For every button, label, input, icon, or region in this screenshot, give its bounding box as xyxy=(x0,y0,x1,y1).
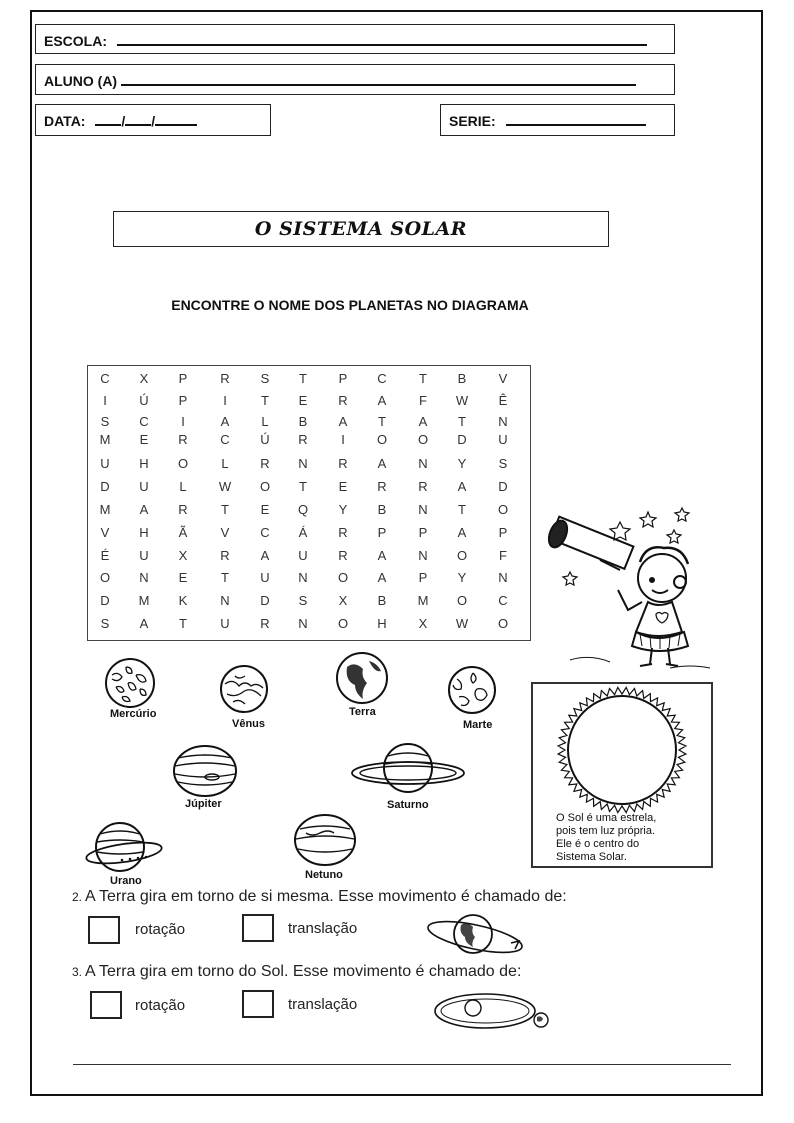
grid-letter[interactable]: A xyxy=(377,570,387,585)
venus-icon xyxy=(219,664,269,714)
grid-letter[interactable]: P xyxy=(178,393,188,408)
grid-letter[interactable]: Y xyxy=(338,502,348,517)
grid-letter[interactable]: M xyxy=(99,502,111,517)
date-day-line[interactable] xyxy=(95,112,121,126)
grid-letter[interactable]: R xyxy=(178,432,188,447)
grid-letter[interactable]: T xyxy=(221,570,229,585)
grid-letter[interactable]: R xyxy=(260,456,270,471)
grid-letter[interactable]: T xyxy=(261,393,269,408)
grid-letter[interactable]: R xyxy=(220,371,230,386)
grid-letter[interactable]: U xyxy=(498,432,508,447)
grid-letter[interactable]: K xyxy=(178,593,188,608)
grid-letter[interactable]: B xyxy=(298,414,308,429)
grid-letter[interactable]: P xyxy=(418,525,428,540)
grid-letter[interactable]: Á xyxy=(298,525,308,540)
grid-letter[interactable]: E xyxy=(298,393,308,408)
jupiter-icon xyxy=(172,744,238,798)
grid-letter[interactable]: U xyxy=(139,548,149,563)
grid-letter[interactable]: A xyxy=(377,548,387,563)
grid-letter[interactable]: D xyxy=(457,432,467,447)
grid-letter[interactable]: A xyxy=(418,414,428,429)
grid-letter[interactable]: S xyxy=(100,616,110,631)
grid-letter[interactable]: P xyxy=(418,570,428,585)
grid-letter[interactable]: W xyxy=(455,393,469,408)
grid-letter[interactable]: B xyxy=(377,502,387,517)
grid-letter[interactable]: V xyxy=(220,525,230,540)
grid-letter[interactable]: A xyxy=(457,479,467,494)
grid-letter[interactable]: X xyxy=(178,548,188,563)
grid-letter[interactable]: U xyxy=(100,456,110,471)
grid-letter[interactable]: R xyxy=(178,502,188,517)
saturn-label: Saturno xyxy=(387,799,429,811)
grid-letter[interactable]: R xyxy=(220,548,230,563)
saturn-icon xyxy=(350,740,468,796)
grid-letter[interactable]: P xyxy=(377,525,387,540)
grid-letter[interactable]: R xyxy=(418,479,428,494)
grid-letter[interactable]: Ú xyxy=(139,393,149,408)
grid-letter[interactable]: N xyxy=(418,456,428,471)
grid-letter[interactable]: A xyxy=(139,502,149,517)
grid-letter[interactable]: N xyxy=(418,502,428,517)
grid-letter[interactable]: N xyxy=(220,593,230,608)
grid-letter[interactable]: D xyxy=(100,479,110,494)
grid-letter[interactable]: L xyxy=(221,456,229,471)
grid-letter[interactable]: T xyxy=(458,414,466,429)
student-label: ALUNO (A) xyxy=(44,73,118,89)
grid-letter[interactable]: C xyxy=(498,593,508,608)
uranus-label: Urano xyxy=(110,875,142,887)
grid-letter[interactable]: Q xyxy=(297,502,309,517)
jupiter-label: Júpiter xyxy=(185,798,222,810)
earth-icon xyxy=(335,651,389,705)
grid-letter[interactable]: Y xyxy=(457,570,467,585)
q3-rotation-checkbox[interactable] xyxy=(90,991,122,1019)
grid-letter[interactable]: Ê xyxy=(498,393,508,408)
grid-letter[interactable]: H xyxy=(377,616,387,631)
grid-letter[interactable]: R xyxy=(298,432,308,447)
q2-rotation-checkbox[interactable] xyxy=(88,916,120,944)
q2-translation-checkbox[interactable] xyxy=(242,914,274,942)
grid-letter[interactable]: N xyxy=(298,570,308,585)
grid-letter[interactable]: P xyxy=(338,371,348,386)
grid-letter[interactable]: O xyxy=(376,432,388,447)
school-field[interactable] xyxy=(35,24,675,54)
grid-letter[interactable]: S xyxy=(298,593,308,608)
sun-caption xyxy=(556,812,706,864)
question-3 xyxy=(72,963,521,981)
grade-field[interactable] xyxy=(440,104,675,136)
grid-letter[interactable]: O xyxy=(177,456,189,471)
grid-letter[interactable]: X xyxy=(338,593,348,608)
grid-letter[interactable]: R xyxy=(377,479,387,494)
grid-letter[interactable]: N xyxy=(298,616,308,631)
grid-letter[interactable]: I xyxy=(181,414,185,429)
grid-letter[interactable]: T xyxy=(179,616,187,631)
grid-letter[interactable]: C xyxy=(100,371,110,386)
date-slash-1: / xyxy=(121,113,126,129)
grid-letter[interactable]: T xyxy=(221,502,229,517)
grid-letter[interactable]: R xyxy=(338,548,348,563)
neptune-icon xyxy=(292,813,358,867)
grid-letter[interactable]: I xyxy=(103,393,107,408)
grid-letter[interactable]: O xyxy=(99,570,111,585)
grid-letter[interactable]: M xyxy=(99,432,111,447)
grid-letter[interactable]: X xyxy=(418,616,428,631)
grid-letter[interactable]: E xyxy=(260,502,270,517)
date-slash-2: / xyxy=(151,113,156,129)
grid-letter[interactable]: X xyxy=(139,371,149,386)
grid-letter[interactable]: A xyxy=(457,525,467,540)
grid-letter[interactable]: L xyxy=(179,479,187,494)
instruction: ENCONTRE O NOME DOS PLANETAS NO DIAGRAMA xyxy=(171,297,529,313)
q3-translation-label: translação xyxy=(288,996,358,1013)
grid-letter[interactable]: S xyxy=(100,414,110,429)
sun-icon xyxy=(540,692,706,808)
grid-letter[interactable]: Ú xyxy=(260,432,270,447)
question-2 xyxy=(72,888,567,906)
earth-translation-icon xyxy=(433,988,553,1034)
grid-letter[interactable]: U xyxy=(220,616,230,631)
grid-letter[interactable]: F xyxy=(499,548,507,563)
mars-icon xyxy=(447,665,497,715)
grid-letter[interactable]: O xyxy=(259,479,271,494)
school-label: ESCOLA: xyxy=(44,33,107,49)
grid-letter[interactable]: E xyxy=(139,432,149,447)
grid-letter[interactable]: I xyxy=(223,393,227,408)
grid-letter[interactable]: O xyxy=(337,570,349,585)
grid-letter[interactable]: B xyxy=(457,371,467,386)
question-2-number: 2. xyxy=(72,890,83,904)
grid-letter[interactable]: D xyxy=(100,593,110,608)
mercury-label: Mercúrio xyxy=(110,708,157,720)
grid-letter[interactable]: N xyxy=(298,456,308,471)
grid-letter[interactable]: R xyxy=(338,393,348,408)
grid-letter[interactable]: A xyxy=(260,548,270,563)
date-year-line[interactable] xyxy=(155,112,197,126)
grid-letter[interactable]: U xyxy=(298,548,308,563)
mars-label: Marte xyxy=(463,719,493,731)
grid-letter[interactable]: D xyxy=(260,593,270,608)
grid-letter[interactable]: T xyxy=(299,371,307,386)
grid-letter[interactable]: E xyxy=(338,479,348,494)
venus-label: Vênus xyxy=(232,718,266,730)
grid-letter[interactable]: C xyxy=(220,432,230,447)
grid-letter[interactable]: H xyxy=(139,525,149,540)
q3-rotation-label: rotação xyxy=(135,997,186,1014)
grid-letter[interactable]: T xyxy=(458,502,466,517)
grid-letter[interactable]: H xyxy=(139,456,149,471)
sun-caption-line-3: Ele é o centro do xyxy=(556,838,640,850)
grid-letter[interactable]: W xyxy=(455,616,469,631)
date-month-line[interactable] xyxy=(125,112,151,126)
grid-letter[interactable]: V xyxy=(100,525,110,540)
grid-letter[interactable]: R xyxy=(338,456,348,471)
grid-letter[interactable]: M xyxy=(138,593,150,608)
grid-letter[interactable]: L xyxy=(261,414,269,429)
grid-letter[interactable]: R xyxy=(260,616,270,631)
q3-translation-checkbox[interactable] xyxy=(242,990,274,1018)
grid-letter[interactable]: P xyxy=(498,525,508,540)
bottom-rule xyxy=(73,1064,731,1065)
grid-letter[interactable]: C xyxy=(377,371,387,386)
question-3-number: 3. xyxy=(72,965,83,979)
grid-letter[interactable]: O xyxy=(456,593,468,608)
grid-letter[interactable]: A xyxy=(139,616,149,631)
question-2-text: A Terra gira em torno de si mesma. Esse movimento é chamado de: xyxy=(85,888,567,905)
sun-caption-line-1: O Sol é uma estrela, xyxy=(556,812,657,824)
grid-letter[interactable]: M xyxy=(417,593,429,608)
grid-letter[interactable]: V xyxy=(498,371,508,386)
grid-letter[interactable]: A xyxy=(377,456,387,471)
grid-letter[interactable]: O xyxy=(497,616,509,631)
grade-line[interactable] xyxy=(506,112,646,126)
grid-letter[interactable]: A xyxy=(377,393,387,408)
q2-rotation-label: rotação xyxy=(135,921,186,938)
grid-letter[interactable]: A xyxy=(338,414,348,429)
grid-letter[interactable]: P xyxy=(178,371,188,386)
grid-letter[interactable]: O xyxy=(417,432,429,447)
astronomer-illustration xyxy=(540,500,720,675)
grid-letter[interactable]: D xyxy=(498,479,508,494)
grid-letter[interactable]: S xyxy=(260,371,270,386)
date-label: DATA: xyxy=(44,113,86,129)
grid-letter[interactable]: O xyxy=(456,548,468,563)
title-box xyxy=(113,211,609,247)
mercury-icon xyxy=(104,657,156,709)
student-field[interactable] xyxy=(35,64,675,95)
question-3-text: A Terra gira em torno do Sol. Esse movimento é chamado de: xyxy=(85,963,522,980)
grid-letter[interactable]: O xyxy=(497,502,509,517)
q2-translation-label: translação xyxy=(288,920,358,937)
uranus-icon xyxy=(84,820,164,874)
grid-letter[interactable]: E xyxy=(178,570,188,585)
grid-letter[interactable]: Ã xyxy=(178,525,188,540)
grid-letter[interactable]: A xyxy=(220,414,230,429)
grid-letter[interactable]: U xyxy=(139,479,149,494)
grid-letter[interactable]: S xyxy=(498,456,508,471)
earth-label: Terra xyxy=(349,706,376,718)
grid-letter[interactable]: N xyxy=(498,570,508,585)
grid-letter[interactable]: N xyxy=(418,548,428,563)
grid-letter[interactable]: T xyxy=(378,414,386,429)
grade-label: SERIE: xyxy=(449,113,496,129)
earth-rotation-icon xyxy=(423,911,527,957)
grid-letter[interactable]: U xyxy=(260,570,270,585)
sun-caption-line-4: Sistema Solar. xyxy=(556,851,627,863)
grid-letter[interactable]: F xyxy=(419,393,427,408)
grid-letter[interactable]: C xyxy=(139,414,149,429)
grid-letter[interactable]: I xyxy=(341,432,345,447)
page-title: O SISTEMA SOLAR xyxy=(254,218,468,240)
word-search-grid xyxy=(87,365,531,641)
grid-letter[interactable]: O xyxy=(337,616,349,631)
neptune-label: Netuno xyxy=(305,869,343,881)
grid-letter[interactable]: N xyxy=(139,570,149,585)
student-line[interactable] xyxy=(121,72,636,86)
grid-letter[interactable]: T xyxy=(299,479,307,494)
date-field[interactable] xyxy=(35,104,271,136)
school-line[interactable] xyxy=(117,32,647,46)
grid-letter[interactable]: W xyxy=(218,479,232,494)
sun-caption-line-2: pois tem luz própria. xyxy=(556,825,656,837)
grid-letter[interactable]: É xyxy=(100,548,110,563)
grid-letter[interactable]: N xyxy=(498,414,508,429)
grid-letter[interactable]: C xyxy=(260,525,270,540)
grid-letter[interactable]: B xyxy=(377,593,387,608)
grid-letter[interactable]: R xyxy=(338,525,348,540)
grid-letter[interactable]: Y xyxy=(457,456,467,471)
grid-letter[interactable]: T xyxy=(419,371,427,386)
